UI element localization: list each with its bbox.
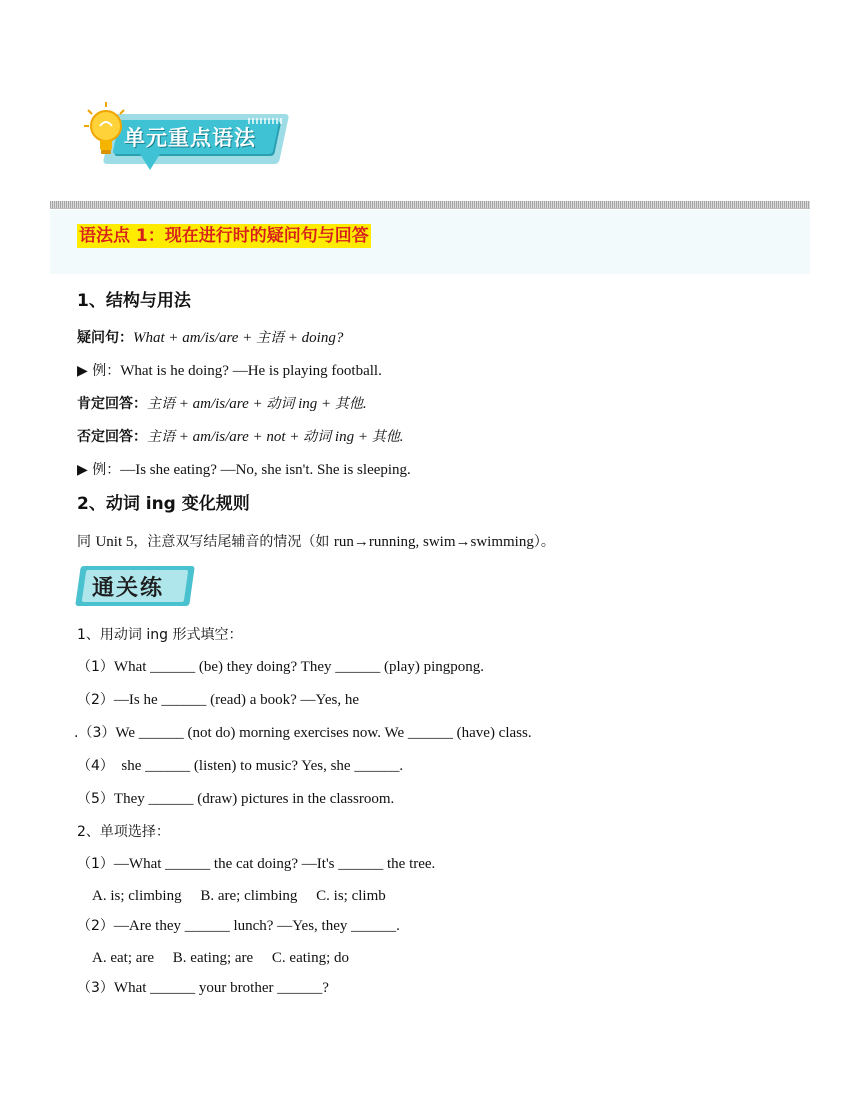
affirm-label: 肯定回答： [77, 396, 147, 412]
item-text: —Are they ______ lunch? —Yes, they ______. [113, 918, 400, 934]
section2-heading: 2、动词 ing 变化规则 [77, 494, 250, 514]
exercise-item [77, 690, 359, 710]
item-number: （3） [77, 980, 114, 996]
item-number: （5） [77, 791, 114, 807]
grammar-point-title: 语法点 1：现在进行时的疑问句与回答 [79, 226, 369, 246]
unit-grammar-badge [78, 96, 288, 180]
exercise-item [77, 789, 394, 809]
example-marker: ▶ 例： [77, 462, 121, 478]
neg-end: . [399, 429, 404, 445]
item-number: （2） [77, 918, 114, 934]
question-tail: + doing? [284, 330, 344, 346]
item-number: （4） [77, 758, 114, 774]
item-text: They ______ (draw) pictures in the classroom. [113, 791, 395, 807]
item-number: （1） [77, 659, 114, 675]
neg-other: 其他 [371, 429, 400, 445]
exercise-item [77, 854, 435, 874]
exercise-item [77, 657, 484, 677]
item-text: We ______ (not do) morning exercises now. We ______ (have) class. [115, 725, 532, 741]
affirm-end: . [362, 396, 367, 412]
affirm-mid: + am/is/are + [175, 396, 267, 412]
example-text: What is he doing? —He is playing football. [120, 363, 382, 379]
text-part: run→running, swim→swimming [333, 534, 534, 550]
question-structure [77, 328, 343, 348]
example-text: —Is she eating? —No, she isn't. She is sleeping. [120, 462, 411, 478]
neg-label: 否定回答： [77, 429, 147, 445]
item-number: （1） [77, 856, 114, 872]
example-marker: ▶ 例： [77, 363, 121, 379]
dotted-divider [50, 201, 810, 208]
neg-subject: 主语 [147, 429, 175, 445]
exercise1-title: 1、用动词 ing 形式填空： [77, 627, 243, 643]
neg-verb: 动词 [303, 429, 332, 445]
text-part: ，注意双写结尾辅音的情况（如 [133, 534, 334, 550]
item-text: —Is he ______ (read) a book? —Yes, he [113, 692, 360, 708]
exercise-item [74, 723, 532, 743]
item-options: A. is; climbing B. are; climbing C. is; climb [92, 888, 386, 904]
item-number: .（3） [74, 725, 116, 741]
affirm-other: 其他 [334, 396, 363, 412]
affirm-verb: 动词 [266, 396, 295, 412]
example-2 [77, 460, 411, 480]
exercise-item [77, 756, 403, 776]
divider-line [50, 208, 810, 209]
question-formula: What + am/is/are + [133, 330, 257, 346]
question-label: 疑问句： [77, 330, 133, 346]
exercise-item [77, 978, 329, 998]
item-text: What ______ (be) they doing? They ______ (play) pingpong. [113, 659, 484, 675]
neg-mid: + am/is/are + not + [175, 429, 304, 445]
item-options: A. eat; are B. eating; are C. eating; do [92, 950, 349, 966]
neg-ing: ing + [331, 429, 372, 445]
practice-badge-title: 通关练 [92, 576, 165, 601]
item-number: （2） [77, 692, 114, 708]
exercise2-title: 2、单项选择： [77, 824, 170, 840]
section1-heading: 1、结构与用法 [77, 291, 191, 311]
badge-title: 单元重点语法 [124, 126, 256, 150]
question-subject: 主语 [256, 330, 285, 346]
section2-text [77, 532, 555, 552]
text-part: Unit 5 [95, 534, 134, 550]
negative-structure [77, 427, 403, 447]
affirmative-structure [77, 394, 367, 414]
item-text: What ______ your brother ______? [113, 980, 329, 996]
text-part: 同 [77, 534, 96, 550]
affirm-ing: ing + [294, 396, 335, 412]
example-1 [77, 361, 382, 381]
affirm-subject: 主语 [147, 396, 175, 412]
text-part: ）。 [533, 534, 555, 550]
item-text: —What ______ the cat doing? —It's ______ the tree. [113, 856, 436, 872]
exercise-item [77, 916, 400, 936]
badge-pointer [140, 154, 160, 170]
item-text: she ______ (listen) to music? Yes, she ______. [113, 758, 404, 774]
practice-badge [78, 562, 196, 610]
